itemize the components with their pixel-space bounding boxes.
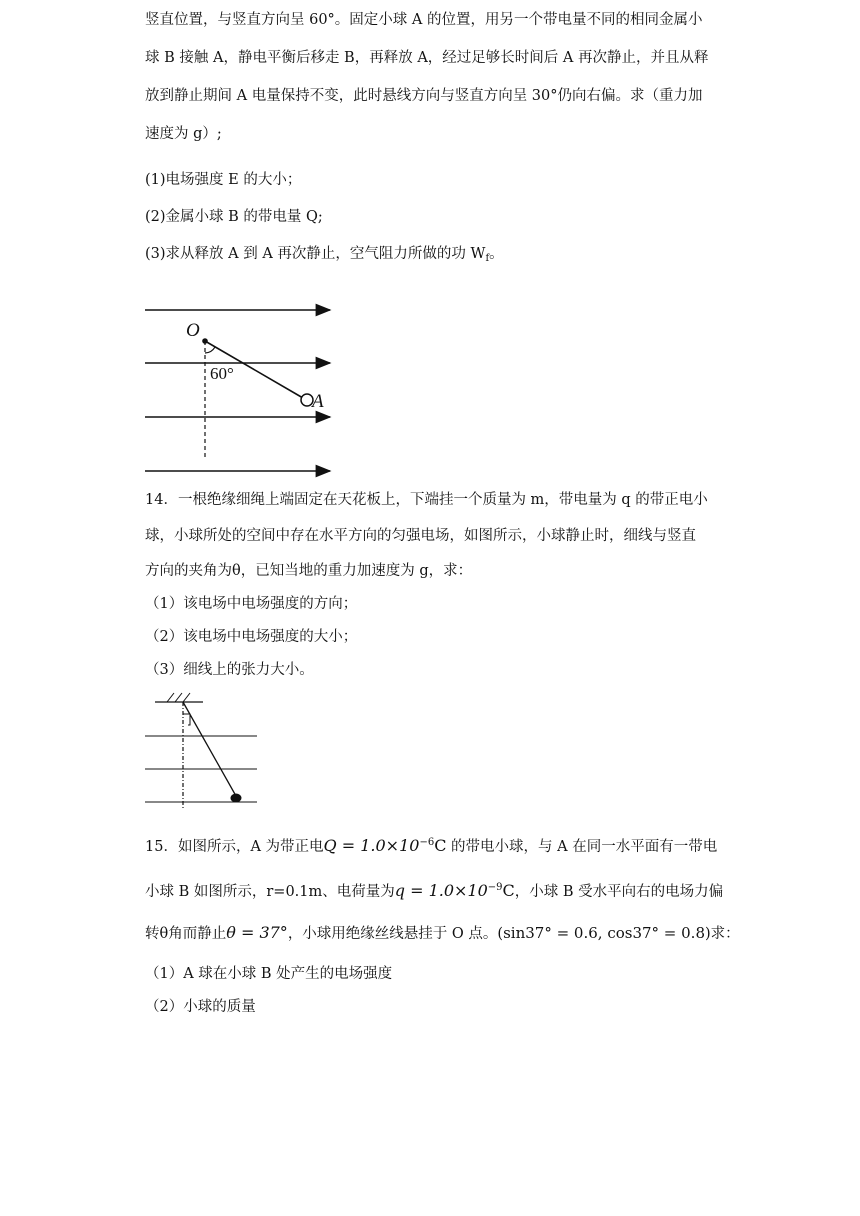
angle-mark — [183, 714, 190, 725]
q14-part-2: （2）该电场中电场强度的大小； — [145, 629, 358, 645]
q14-line-2: 球，小球所处的空间中存在水平方向的匀强电场，如图所示，小球静止时，细线与竖直 — [145, 528, 696, 544]
thread-line — [183, 702, 236, 796]
q15-part-2: （2）小球的质量 — [145, 999, 256, 1015]
q15-line-1: 15．如图所示，A 为带正电$Q = 1.0\times 10^{-6}C$ 的带电小球，与 A 在同一水平面有一带电 — [145, 836, 718, 855]
q13-part-1: (1)电场强度 E 的大小； — [145, 172, 302, 188]
label-angle: 60° — [210, 364, 234, 383]
q13-line-3: 放到静止期间 A 电量保持不变，此时悬线方向与竖直方向呈 30°仍向右偏。求（重力加 — [145, 88, 703, 104]
q14-part-3: （3）细线上的张力大小。 — [145, 662, 314, 678]
q14-part-1: （1）该电场中电场强度的方向； — [145, 596, 358, 612]
q15-part-1: （1）A 球在小球 B 处产生的电场强度 — [145, 966, 393, 982]
q15-line-2: 小球 B 如图所示，r=0.1m、电荷量为$q = 1.0\times 10^{-9}C$，小球 B 受水平向右的电场力偏 — [145, 881, 724, 900]
label-a: A — [312, 391, 324, 412]
q14-line-3: 方向的夹角为θ，已知当地的重力加速度为 g，求： — [145, 563, 473, 579]
charged-ball — [231, 794, 242, 803]
hatch-1 — [167, 693, 174, 702]
hatch-3 — [183, 693, 190, 702]
q13-line-2: 球 B 接触 A，静电平衡后移走 B，再释放 A，经过足够长时间后 A 再次静止，并且从释 — [145, 50, 709, 66]
q15-line-3: 转θ角而静止θ = 37°，小球用绝缘丝线悬挂于 O 点。(sin37° = 0.6, cos37° = 0.8)求： — [145, 923, 740, 942]
q13-line-4: 速度为 g）; — [145, 126, 222, 142]
q13-part-2: (2)金属小球 B 的带电量 Q; — [145, 209, 323, 225]
label-o: O — [186, 320, 200, 341]
q14-line-1: 14．一根绝缘细绳上端固定在天花板上，下端挂一个质量为 m，带电量为 q 的带正电小 — [145, 492, 708, 508]
q13-part-3: (3)求从释放 A 到 A 再次静止，空气阻力所做的功 $W_f$。 — [145, 246, 504, 264]
q13-line-1: 竖直位置，与竖直方向呈 60°。固定小球 A 的位置，用另一个带电量不同的相同金属小 — [145, 12, 703, 28]
hatch-2 — [175, 693, 182, 702]
